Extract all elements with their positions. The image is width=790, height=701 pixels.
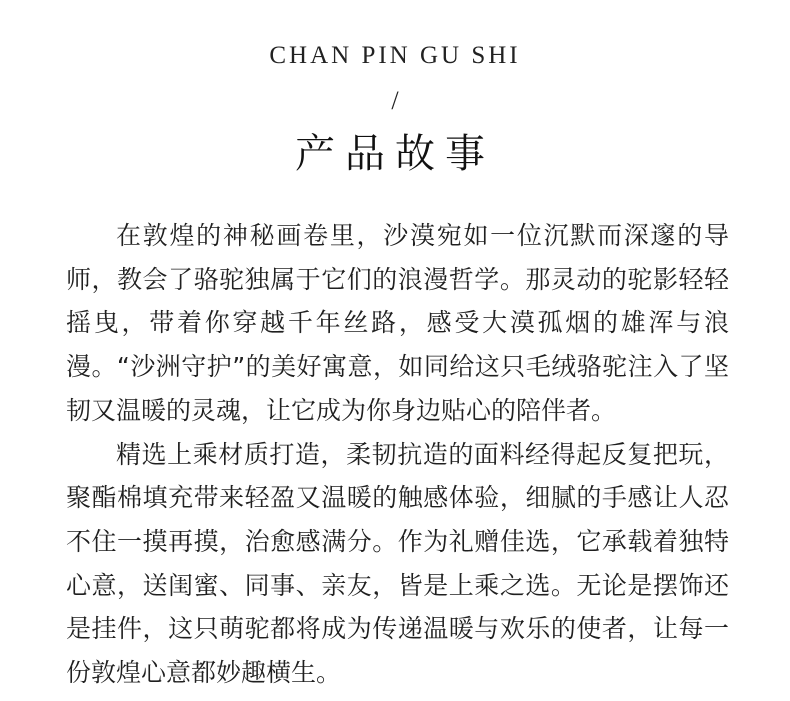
story-paragraph: 精选上乘材质打造，柔韧抗造的面料经得起反复把玩，聚酯棉填充带来轻盈又温暖的触感体验，细腻的手感让人忍不住一摸再摸，治愈感满分。作为礼赠佳选，它承载着独特心意，送闺蜜、同事、亲友，皆是上乘之选。无论是摆饰还是挂件，这只萌驼都将成为传递温暖与欢乐的使者，让每一份敦煌心意都妙趣横生。	[66, 439, 729, 688]
story-paragraph: 在敦煌的神秘画卷里，沙漠宛如一位沉默而深邃的导师，教会了骆驼独属于它们的浪漫哲学。那灵动的驼影轻轻摇曳，带着你穿越千年丝路，感受大漠孤烟的雄浑与浪漫。“沙洲守护”的美好寓意，如同给这只毛绒骆驼注入了坚韧又温暖的灵魂，让它成为你身边贴心的陪伴者。	[66, 221, 729, 425]
story-body	[66, 214, 729, 695]
pinyin-heading: CHAN PIN GU SHI	[269, 42, 521, 69]
page-title: 产品故事	[295, 131, 495, 177]
slash-divider: /	[391, 86, 399, 115]
